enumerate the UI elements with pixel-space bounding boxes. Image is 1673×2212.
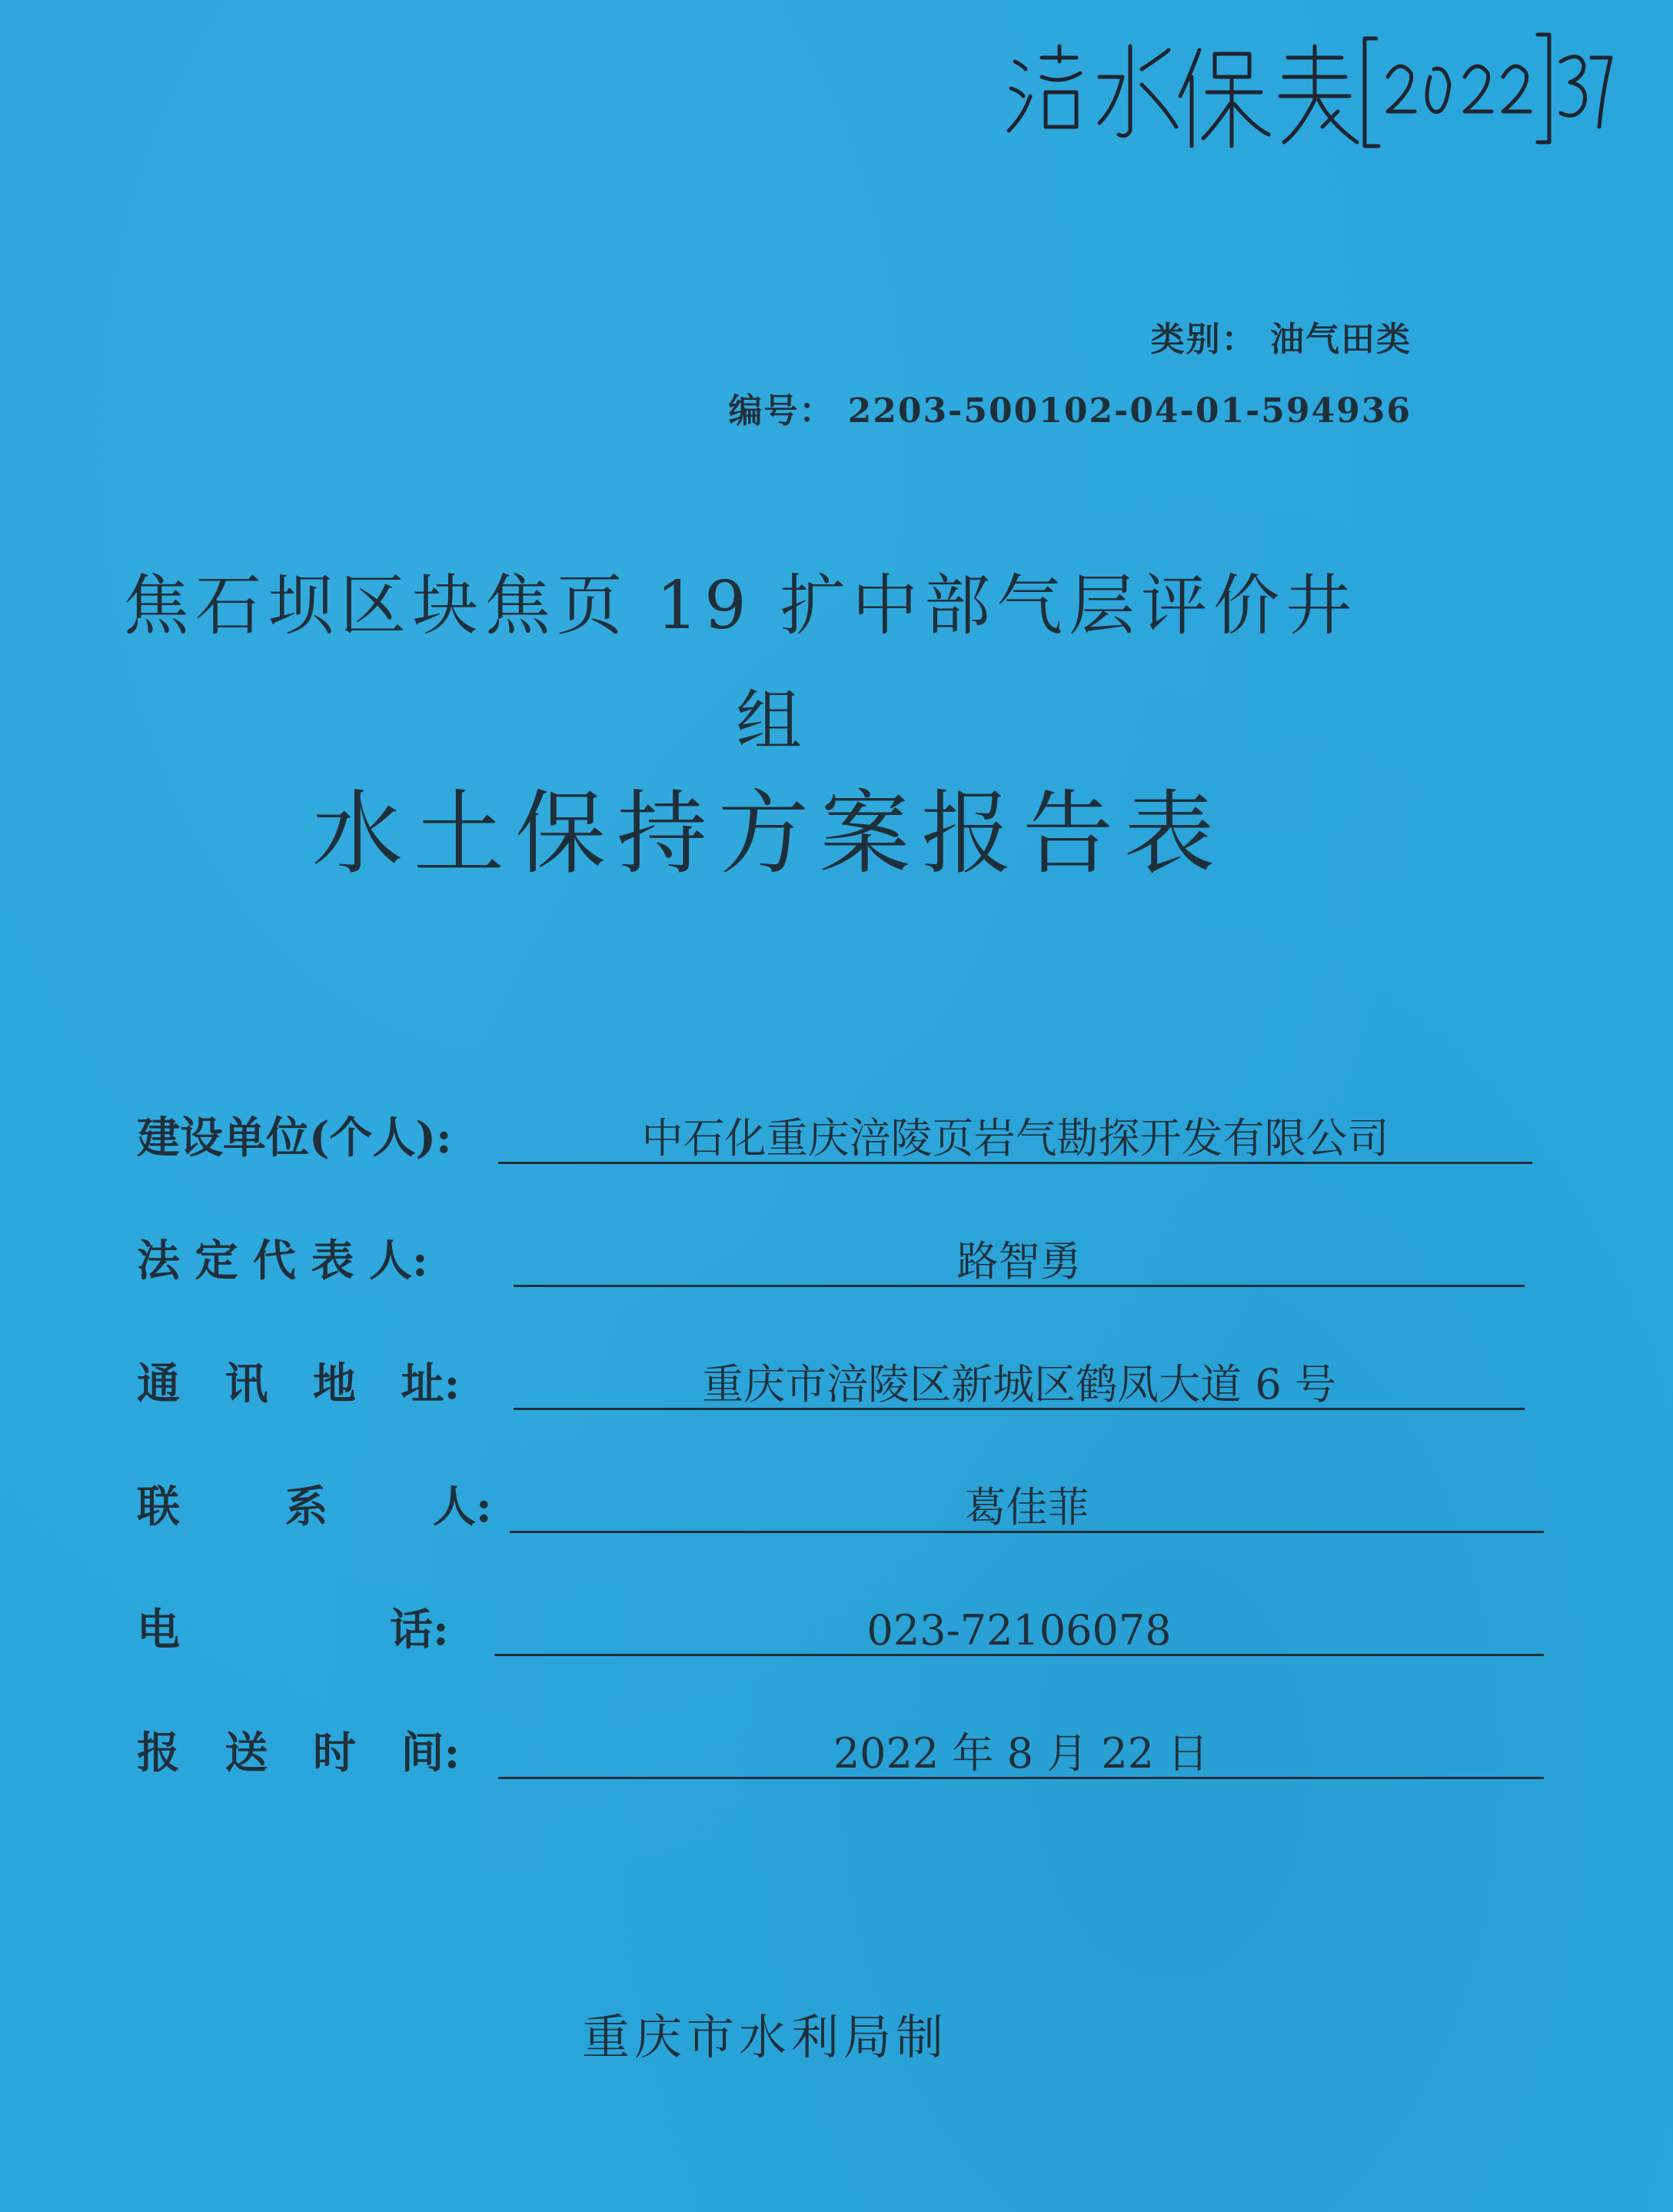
- field-label: 联 系 人:: [137, 1482, 492, 1532]
- field-construction-unit: [137, 1107, 1413, 1169]
- field-label: 报 送 时 间:: [137, 1728, 461, 1778]
- field-value: 023-72106078: [866, 1606, 1172, 1655]
- report-title: 水土保持方案报告表: [311, 780, 1226, 886]
- field-submission-date: [137, 1722, 1413, 1784]
- field-value: 中石化重庆涪陵页岩气勘探开发有限公司: [641, 1114, 1389, 1163]
- field-legal-representative: [137, 1230, 1413, 1292]
- field-label: 通 讯 地 址:: [137, 1359, 461, 1409]
- field-phone: [137, 1599, 1413, 1661]
- field-value: 2022 年 8 月 22 日: [833, 1729, 1209, 1778]
- document-number: 编号： 2203-500102-04-01-594936: [728, 391, 1412, 431]
- field-label: 法 定 代 表 人:: [137, 1236, 428, 1286]
- field-value: 重庆市涪陵区新城区鹤凤大道 6 号: [702, 1360, 1336, 1409]
- field-label: 建设单位(个人):: [137, 1113, 452, 1163]
- issuer-footer: 重庆市水利局制: [581, 2009, 948, 2065]
- category-label: 类别： 油气田类: [1150, 320, 1412, 359]
- field-value: 葛佳菲: [964, 1483, 1089, 1532]
- field-value: 路智勇: [956, 1237, 1082, 1286]
- project-title: 焦石坝区块焦页 19 扩中部气层评价井: [123, 567, 1359, 644]
- handwritten-signature-image: [999, 15, 1615, 161]
- project-title-continued: 组: [736, 683, 802, 760]
- field-contact-person: [137, 1476, 1413, 1538]
- field-label: 电 话:: [137, 1605, 449, 1655]
- field-address: [137, 1353, 1413, 1415]
- handwritten-reference-number: [999, 15, 1615, 161]
